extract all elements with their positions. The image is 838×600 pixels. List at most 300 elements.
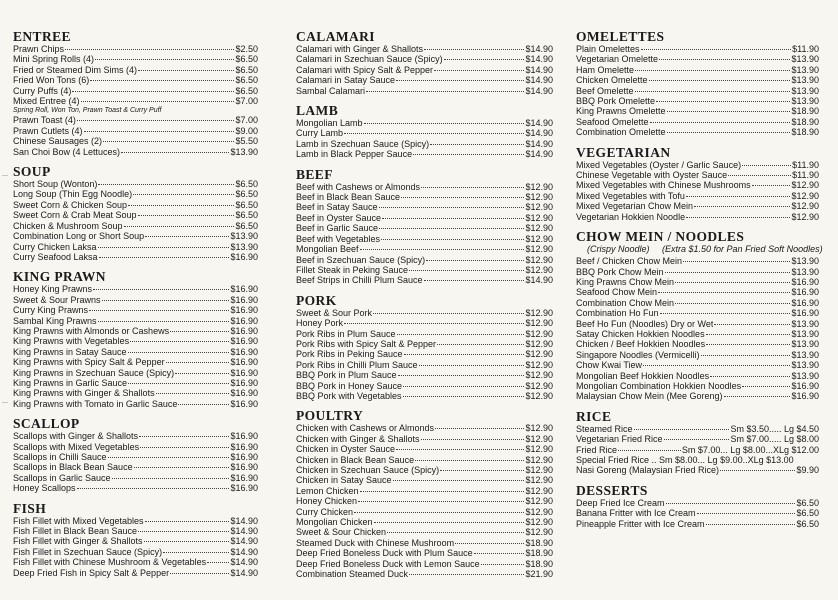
menu-item [573,519,819,529]
menu-item-price: $12.90 [525,181,553,192]
menu-section [573,409,819,480]
menu-column-right [573,26,823,533]
menu-item-name: Deep Fried Fish in Spicy Salt & Pepper [13,567,170,578]
menu-item-price: $12.90 [525,223,553,234]
menu-item-name: Mixed Vegetables with Tofu [576,190,685,201]
menu-column-middle [293,26,553,583]
menu-item-name: Deep Fried Boneless Duck with Plum Sauce [296,548,473,559]
dot-leader [393,479,525,481]
section-title: SCALLOP [13,416,80,432]
dot-leader [686,216,790,218]
menu-item [293,244,553,254]
section-subtitle: (Crispy Noodle) (Extra $1.50 for Pan Fried Soft Noodles) [587,244,823,255]
menu-item [293,434,553,444]
menu-item-name: Mongolian Combination Hokkien Noodles [576,380,742,391]
menu-item-name: Calamari with Spicy Salt & Pepper [296,64,434,75]
menu-item-price: $14.90 [525,275,553,286]
menu-item [293,423,553,433]
menu-item [573,106,819,116]
menu-item-name: Beef with Vegetables [296,233,381,244]
menu-item-price: $18.90 [791,116,819,127]
menu-item [573,277,819,287]
dot-leader [134,466,230,468]
section-spacer [573,476,819,480]
dot-leader [675,302,790,304]
dot-leader [374,521,525,523]
menu-item-price: $16.90 [230,398,258,409]
menu-item [293,381,553,391]
menu-item [10,242,258,252]
menu-item [10,210,258,220]
menu-item-name: Curry Lamb [296,128,344,139]
menu-item-price: $16.90 [791,380,819,391]
menu-item-price: $14.90 [230,567,258,578]
dot-leader [379,227,524,229]
menu-item-name: King Prawns with Spicy Salt & Pepper [13,357,165,368]
menu-item [573,465,819,475]
menu-item [293,486,553,496]
menu-item-name: Mixed Entree (4) [13,96,80,107]
dot-leader [98,320,230,322]
dot-leader [409,573,524,575]
menu-item-note: Spring Roll, Won Ton, Prawn Toast & Curry Puff [13,107,162,115]
menu-item-name: Beef in Szechuan Sauce (Spicy) [296,254,426,265]
menu-item [293,329,553,339]
dot-leader [121,151,229,153]
menu-item [293,496,553,506]
dot-leader [434,69,524,71]
menu-item-name: Pork Ribs in Peking Sauce [296,349,403,360]
menu-item [293,444,553,454]
menu-item-price: $13.90 [791,256,819,267]
menu-item-name: Fish Fillet in Szechuan Sauce (Spicy) [13,546,163,557]
menu-item-price: $16.90 [230,452,258,462]
dot-leader [667,110,791,112]
menu-item-price: $12.90 [525,318,553,329]
menu-item-price: $12.90 [525,527,553,538]
dot-leader [89,309,229,311]
menu-item-price: Sm $7.00... Lg $8.00...XLg $12.00 [681,444,819,455]
menu-item-name: Pineapple Fritter with Ice Cream [576,518,705,529]
menu-item-price: $12.90 [525,380,553,391]
section-title: PORK [296,292,337,308]
menu-item-name: Fish Fillet in Black Bean Sauce [13,526,138,537]
dot-leader [635,69,790,71]
menu-item [10,179,258,189]
menu-item-name: Chicken in Szechuan Sauce (Spicy) [296,465,440,475]
menu-item [10,516,258,526]
dot-leader [358,500,524,502]
menu-item-name: Ham Omelette [576,64,635,75]
menu-item-name: Fillet Steak in Peking Sauce [296,264,409,275]
menu-item-price: $12.90 [525,475,553,486]
menu-item [10,431,258,441]
menu-item-name: Mixed Vegetarian Chow Mein [576,201,694,212]
menu-item-price: $14.90 [525,149,553,160]
dot-leader [435,427,524,429]
dot-leader [481,563,525,565]
menu-item-price: $18.90 [525,537,553,548]
section-spacer [293,96,553,100]
dot-leader [128,351,230,353]
section-title: VEGETARIAN [576,144,671,160]
menu-item-name: Curry Puffs (4) [13,85,72,96]
section-title: RICE [576,408,612,424]
menu-section [10,164,258,266]
menu-item-price: $16.90 [230,472,258,483]
menu-item [10,96,258,106]
menu-item-name: Mongolian Beef Hokkien Noodles [576,370,710,381]
menu-item-price: $16.90 [230,325,258,336]
dot-leader [90,79,234,81]
menu-item-price: $13.90 [230,231,258,242]
menu-section [293,167,553,290]
menu-section [293,408,553,583]
dot-leader [99,256,230,258]
menu-item-price: $14.90 [525,118,553,129]
dot-leader [675,281,790,283]
menu-item-name: Mini Spring Rolls (4) [13,54,95,65]
menu-item-price: $12.90 [525,233,553,244]
section-title: CHOW MEIN / NOODLES [576,229,745,245]
menu-item-price: $12.90 [791,180,819,191]
menu-item-name: Fried Rice [576,444,618,455]
menu-item [10,452,258,462]
menu-item-price: $12.90 [525,307,553,318]
dot-leader [424,279,525,281]
menu-item-name: King Prawns with Tomato in Garlic Sauce [13,398,178,409]
menu-item-price: $14.90 [230,557,258,568]
menu-item-name: Singapore Noodles (Vermicelli) [576,349,700,360]
menu-item-name: King Prawns with Ginger & Shallots [13,388,155,399]
dot-leader [128,204,234,206]
menu-item [293,265,553,275]
menu-item [10,316,258,326]
dot-leader [403,385,524,387]
dot-leader [396,79,524,81]
dot-leader [381,238,524,240]
menu-item-name: Chow Kwai Tiew [576,360,643,371]
menu-item-price: $6.50 [235,189,258,200]
menu-item-name: Combination Chow Mein [576,297,675,308]
dot-leader [660,312,791,314]
menu-item-name: Scallops in Garlic Sauce [13,472,111,483]
dot-leader [145,520,230,522]
menu-item-name: Pork Ribs with Spicy Salt & Pepper [296,338,437,349]
menu-item-price: $16.90 [230,346,258,357]
menu-item [573,424,819,434]
menu-item-name: Chicken in Satay Sauce [296,475,392,486]
menu-item-price: $16.90 [230,294,258,305]
scan-margin-mark [2,175,8,176]
dot-leader [170,330,229,332]
dot-leader [404,353,525,355]
menu-item-name: Lamb in Szechuan Sauce (Spicy) [296,138,430,149]
menu-item [573,127,819,137]
menu-item [10,526,258,536]
menu-item-price: $14.90 [525,85,553,96]
menu-item-name: Fried or Steamed Dim Sims (4) [13,64,138,75]
menu-item-price: $14.90 [230,526,258,537]
menu-item [573,191,819,201]
menu-item [10,357,258,367]
menu-item [10,231,258,241]
menu-item-name: Vegetarian Fried Rice [576,434,663,445]
menu-item [573,160,819,170]
dot-leader [178,403,229,405]
dot-leader [650,121,791,123]
menu-item-price: $16.90 [230,441,258,452]
menu-item [293,339,553,349]
menu-item-price: $16.90 [230,367,258,378]
menu-item [293,318,553,328]
menu-item-name: Fried Won Tons (6) [13,75,90,86]
menu-item-name: Beef in Oyster Sauce [296,212,382,223]
menu-item-name: Mixed Vegetables with Chinese Mushrooms [576,180,751,191]
menu-item-price: $12.90 [525,212,553,223]
dot-leader [65,48,234,50]
dot-leader [77,487,230,489]
dot-leader [701,354,791,356]
menu-item [573,455,819,465]
menu-item-price: $13.90 [791,75,819,86]
menu-item [10,75,258,85]
dot-leader [382,217,524,219]
menu-item [293,213,553,223]
menu-item [10,368,258,378]
menu-item [573,54,819,64]
menu-item [573,117,819,127]
menu-item-name: Fish Fillet with Mixed Vegetables [13,515,144,526]
section-spacer [10,578,258,582]
section-title: OMELETTES [576,29,665,44]
dot-leader [409,269,524,271]
menu-item-name: King Prawns in Szechuan Sauce (Spicy) [13,367,175,378]
dot-leader [170,572,229,574]
menu-item [10,568,258,578]
dot-leader [706,523,796,525]
menu-item-name: Chicken & Mushroom Soup [13,220,123,231]
menu-item-price: $16.90 [230,483,258,494]
section-title: DESSERTS [576,482,648,498]
menu-item [10,54,258,64]
menu-item-price: $12.90 [525,506,553,517]
menu-item-name: Deep Fried Boneless Duck with Lemon Sauce [296,558,480,569]
dot-leader [144,540,230,542]
menu-item [10,547,258,557]
menu-item-price: $12.90 [525,390,553,401]
menu-item-name: Chinese Vegetable with Oyster Sauce [576,170,728,181]
dot-leader [635,90,791,92]
menu-item [573,180,819,190]
menu-item [573,319,819,329]
menu-item-price: $16.90 [230,251,258,262]
menu-item [573,201,819,211]
menu-item-price: $12.90 [525,423,553,434]
menu-item [293,527,553,537]
menu-item-name: Special Fried Rice .. Sm $8.00... Lg $9.00..XLg $13.00 [576,455,794,465]
dot-leader [145,235,229,237]
menu-item-price: $12.90 [525,485,553,496]
dot-leader [112,477,230,479]
menu-item-name: Combination Steamed Duck [296,569,409,580]
menu-item [10,126,258,136]
menu-item-price: $14.90 [525,54,553,65]
menu-item-price: $13.90 [791,266,819,277]
menu-item [293,255,553,265]
menu-item-price: $6.50 [235,210,258,221]
menu-item [573,350,819,360]
section-spacer [10,409,258,413]
dot-leader [752,184,791,186]
menu-item [573,75,819,85]
menu-item [293,223,553,233]
menu-item [10,252,258,262]
menu-item [10,189,258,199]
menu-item-price: $13.90 [791,54,819,65]
dot-leader [81,100,235,102]
menu-section [10,269,258,413]
menu-item-price: $13.90 [791,85,819,96]
dot-leader [421,438,525,440]
menu-item-name: Sweet & Sour Pork [296,307,373,318]
menu-item-price: $16.90 [230,284,258,295]
menu-item-name: Banana Fritter with Ice Cream [576,508,696,519]
menu-item [10,86,258,96]
menu-item-name: Curry Seafood Laksa [13,251,98,262]
menu-item-name: Pork Ribs in Plum Sauce [296,328,396,339]
menu-item-price: $21.90 [525,569,553,580]
dot-leader [175,372,229,374]
menu-item [573,267,819,277]
menu-item [293,44,553,54]
menu-item-price: $16.90 [230,431,258,442]
menu-item-price: $12.90 [525,454,553,465]
dot-leader [360,248,525,250]
menu-item-name: BBQ Pork in Plum Sauce [296,370,397,381]
menu-item-name: Malaysian Chow Mein (Mee Goreng) [576,391,723,402]
dot-leader [344,322,524,324]
dot-leader [618,449,681,451]
menu-item-price: $7.00 [235,115,258,126]
menu-item [293,182,553,192]
section-spacer [573,529,819,533]
menu-item [573,298,819,308]
menu-item-name: BBQ Pork with Vegetables [296,390,402,401]
dot-leader [455,542,524,544]
dot-leader [139,435,229,437]
menu-item-name: Mongolian Lamb [296,118,363,129]
menu-item-price: $16.90 [230,357,258,368]
dot-leader [641,48,792,50]
menu-item-price: $6.50 [235,199,258,210]
dot-leader [344,132,524,134]
menu-item [10,295,258,305]
menu-item-name: BBQ Pork in Honey Sauce [296,380,403,391]
menu-item-name: Mongolian Chicken [296,517,373,528]
menu-section [293,103,553,164]
menu-item [293,234,553,244]
menu-item-price: $12.90 [525,359,553,370]
menu-item-price: $13.90 [791,349,819,360]
dot-leader [444,58,525,60]
menu-item-name: Lemon Chicken [296,485,359,496]
menu-item [293,475,553,485]
menu-item-price: $9.90 [796,465,819,476]
dot-leader [108,456,230,458]
menu-item-name: Beef in Black Bean Sauce [296,192,401,203]
dot-leader [666,502,796,504]
menu-item-name: Steamed Rice [576,423,633,434]
dot-leader [396,448,524,450]
menu-item-name: Curry King Prawns [13,305,89,316]
menu-item [293,391,553,401]
menu-item-name: Short Soup (Wonton) [13,179,98,190]
menu-item-price: $12.90 [525,264,553,275]
dot-leader [140,446,229,448]
section-spacer [293,286,553,290]
menu-item-name: Chicken in Oyster Sauce [296,444,396,455]
menu-item [573,339,819,349]
menu-item-price: $6.50 [235,85,258,96]
menu-item-name: Curry Chicken Laksa [13,241,97,252]
menu-item-name: Curry Chicken [296,506,354,517]
menu-item-name: Beef Ho Fun (Noodles) Dry or Wet [576,318,714,329]
menu-item-price: $14.90 [525,75,553,86]
section-spacer [10,157,258,161]
menu-item-price: $18.90 [791,127,819,138]
dot-leader [706,333,791,335]
dot-leader [649,79,791,81]
dot-leader [379,206,525,208]
menu-item-name: Long Soup (Thin Egg Noodle) [13,189,133,200]
menu-item-name: Scallops in Black Bean Sauce [13,462,133,473]
menu-item-price: $12.90 [525,465,553,475]
menu-item-price: $11.90 [792,170,819,181]
menu-item-price: Sm $3.50..... Lg $4.50 [730,423,819,434]
dot-leader [72,90,234,92]
menu-item-price: $6.50 [235,54,258,65]
menu-column-left [10,26,258,582]
menu-item-price: $16.90 [791,391,819,402]
menu-item-price: $18.90 [525,548,553,559]
menu-item-name: King Prawns with Almonds or Cashews [13,325,170,336]
dot-leader [84,130,235,132]
menu-item [293,370,553,380]
dot-leader [128,382,229,384]
menu-item-name: Beef with Cashews or Almonds [296,181,421,192]
dot-leader [686,195,791,197]
dot-leader [397,333,525,335]
menu-item-price: $11.90 [792,44,819,54]
section-title: KING PRAWN [13,269,106,285]
menu-item-price: $6.50 [796,508,819,519]
menu-item-price: $14.90 [525,138,553,149]
dot-leader [138,530,229,532]
dot-leader [656,100,790,102]
menu-item-price: $16.90 [230,315,258,326]
menu-item-name: Prawn Chips [13,44,65,54]
menu-section [10,501,258,582]
section-spacer [293,579,553,583]
dot-leader [724,395,791,397]
menu-item-price: $13.90 [791,360,819,371]
menu-item-price: $13.90 [791,318,819,329]
menu-section [573,229,823,406]
menu-item [573,170,819,180]
menu-item-price: $6.50 [235,220,258,231]
menu-item [10,284,258,294]
